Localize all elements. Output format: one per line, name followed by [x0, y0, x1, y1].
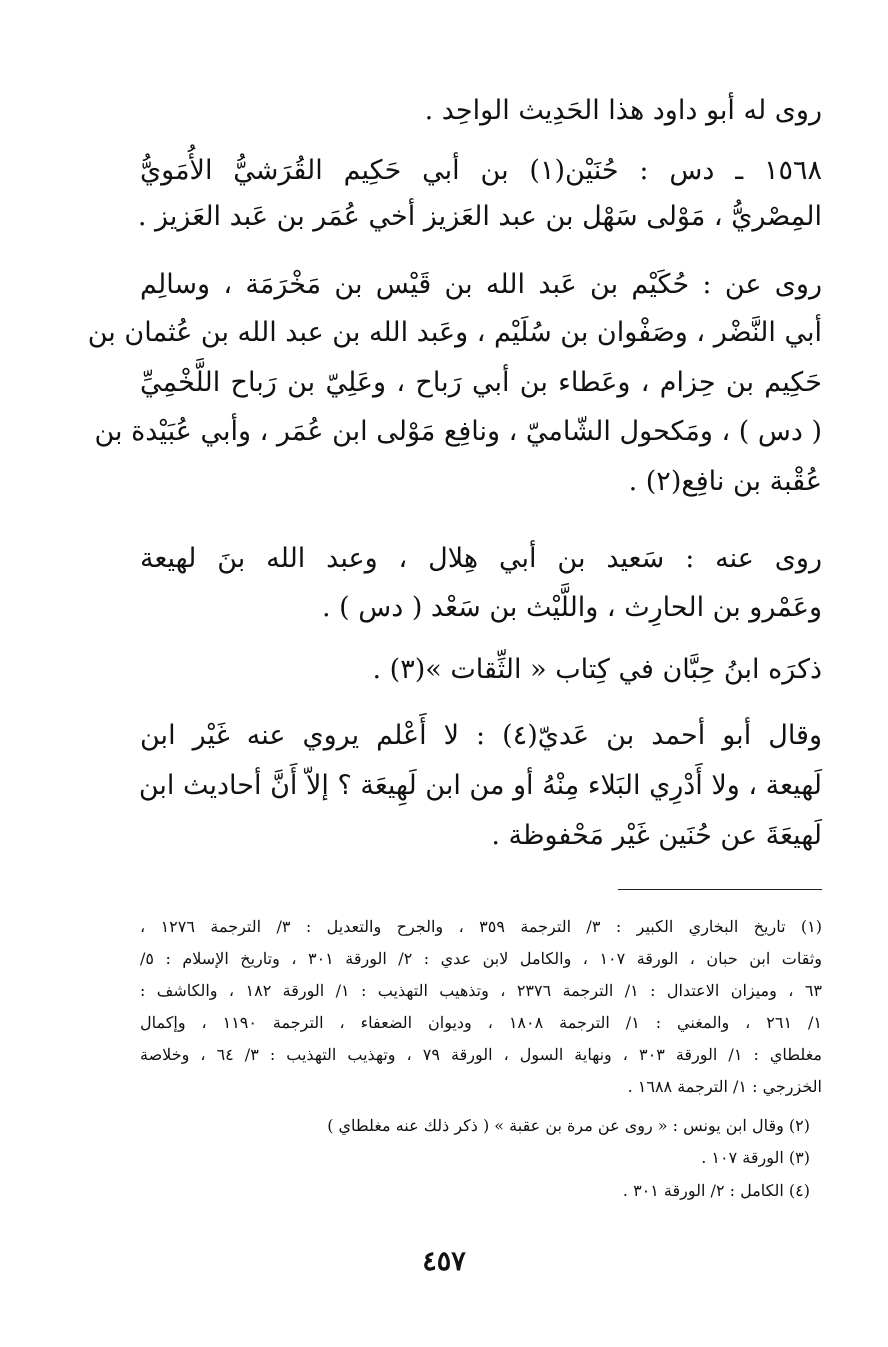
narrated-from-line-1: روى عن : حُكَيْم بن عَبد الله بن قَيْس بن مَخْرَمَة ، وسالِم	[140, 269, 822, 300]
ibn-adi-line-1: وقال أبو أحمد بن عَديّ(٤) : لا أَعْلم يروي عنه غَيْر ابن	[140, 720, 822, 751]
narrated-by-line-2: وعَمْرو بن الحارِث ، واللَّيْث بن سَعْد ( دس ) .	[321, 592, 822, 623]
footnote-4: (٤) الكامل : ٢/ الورقة ٣٠١ .	[622, 1181, 810, 1200]
footnote-separator	[618, 889, 822, 890]
page-number: ٤٥٧	[422, 1246, 466, 1277]
entry-heading-line-2: المِصْريُّ ، مَوْلى سَهْل بن عبد العَزيز أخي عُمَر بن عَبد العَزيز .	[137, 201, 822, 232]
narrated-from-line-2: أبي النَّضْر ، وصَفْوان بن سُلَيْم ، وعَبد الله بن عبد الله بن عُثمان بن	[87, 317, 822, 348]
footnote-1-line-3: ٦٣ ، وميزان الاعتدال : ١/ الترجمة ٢٣٧٦ ، وتذهيب التهذيب : ١/ الورقة ١٨٢ ، والكاشف :	[140, 981, 823, 1000]
narrated-from-line-3: حَكِيم بن حِزام ، وعَطاء بن أبي رَباح ، وعَلِيّ بن رَباح اللَّخْمِيِّ	[140, 367, 822, 398]
narrated-from-line-4: ( دس ) ، ومَكحول الشّاميّ ، ونافِع مَوْلى ابن عُمَر ، وأبي عُبَيْدة بن	[94, 416, 822, 447]
ibn-adi-line-2: لَهيعة ، ولا أَدْرِي البَلاء مِنْهُ أو من ابن لَهِيعَة ؟ إلاّ أَنَّ أحاديث ابن	[138, 770, 822, 801]
narrated-from-line-5: عُقْبة بن نافِع(٢) .	[628, 466, 822, 497]
footnote-1-line-2: وثقات ابن حبان ، الورقة ١٠٧ ، والكامل لابن عدي : ٢/ الورقة ٣٠١ ، وتاريخ الإسلام : ٥/	[140, 949, 823, 968]
footnote-2: (٢) وقال ابن يونس : « روى عن مرة بن عقبة » ( ذكر ذلك عنه مغلطاي )	[327, 1116, 810, 1135]
footnote-1-line-4: ١/ ٢٦١ ، والمغني : ١/ الترجمة ١٨٠٨ ، وديوان الضعفاء ، الترجمة ١١٩٠ ، وإكمال	[140, 1013, 823, 1032]
ibn-adi-line-3: لَهيعَةَ عن حُنَين غَيْر مَحْفوظة .	[491, 820, 822, 851]
entry-heading-line-1: ١٥٦٨ ـ دس : حُنَيْن(١) بن أبي حَكِيم القُرَشيُّ الأُمَويُّ	[140, 155, 822, 186]
footnote-1-line-6: الخزرجي : ١/ الترجمة ١٦٨٨ .	[627, 1077, 822, 1096]
footnote-3: (٣) الورقة ١٠٧ .	[701, 1148, 810, 1167]
narrated-by-line-1: روى عنه : سَعيد بن أبي هِلال ، وعبد الله بنَ لهيعة	[140, 543, 822, 574]
thiqat-line: ذكرَه ابنُ حِبَّان في كِتاب « الثِّقات »(٣) .	[372, 654, 822, 685]
footnote-1-line-1: (١) تاريخ البخاري الكبير : ٣/ الترجمة ٣٥٩ ، والجرح والتعديل : ٣/ الترجمة ١٢٧٦ ،	[140, 917, 823, 936]
footnote-1-line-5: مغلطاي : ١/ الورقة ٣٠٣ ، ونهاية السول ، الورقة ٧٩ ، وتهذيب التهذيب : ٣/ ٦٤ ، وخلاصة	[140, 1045, 822, 1064]
intro-line: روى له أبو داود هذا الحَدِيث الواحِد .	[424, 95, 822, 126]
